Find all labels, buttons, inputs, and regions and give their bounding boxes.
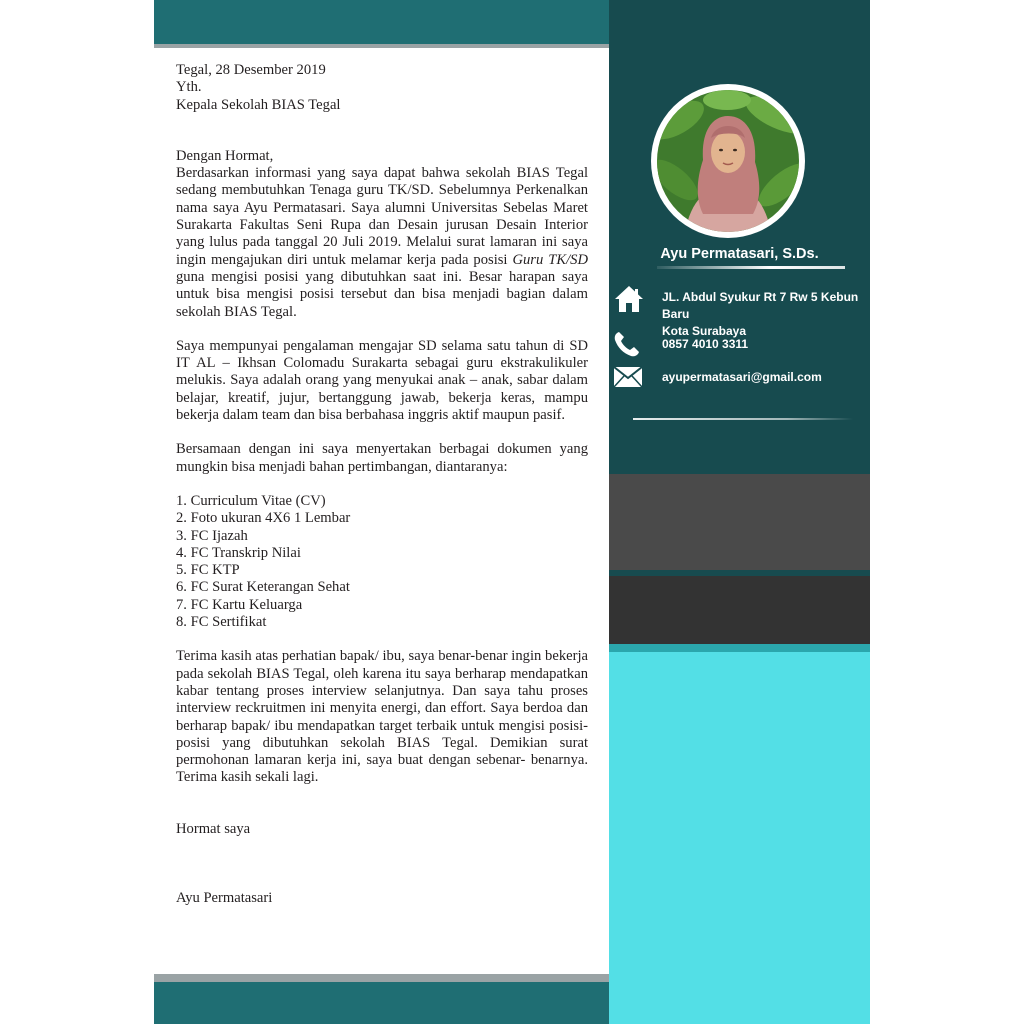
home-icon [613,284,645,314]
position-applied: Guru TK/SD [512,251,588,268]
profile-name: Ayu Permatasari, S.Ds. [660,246,819,262]
closing-phrase: Hormat saya [176,820,251,837]
attachment-list [176,493,588,631]
avatar [651,84,805,238]
address-line-2: Kota Surabaya [662,324,747,338]
list-item: 2. Foto ukuran 4X6 1 Lembar [176,510,351,527]
letter-body [176,62,588,907]
paragraph-experience: Saya mempunyai pengalaman mengajar SD selama satu tahun di SD IT AL – Ikhsan Colomadu Surakarta sebagai guru ekstrakulikuler melukis. Saya adalah orang yang menyukai anak – anak, sabar dalam belajar, kreatif, jujur, bertanggung jawab, bekerja keras, mampu bekerja dalam team dan bisa berbahasa inggris aktif maupun pasif. [176,337,588,424]
list-item: 5. FC KTP [176,562,240,579]
list-item: 6. FC Surat Keterangan Sehat [176,579,350,596]
list-item: 1. Curriculum Vitae (CV) [176,492,326,509]
list-item: 8. FC Sertifikat [176,614,267,631]
cover-letter-page [154,0,870,1024]
recipient-prefix: Yth. [176,79,202,96]
sidebar-cyan-block [609,652,870,1024]
address-line-1: JL. Abdul Syukur Rt 7 Rw 5 Kebun Baru [662,290,859,321]
sidebar-divider [633,418,853,420]
sidebar-dark-block [609,576,870,644]
sidebar-gray-block [609,474,870,570]
intro-text-a: Berdasarkan informasi yang saya dapat bahwa sekolah BIAS Tegal sedang membutuhkan Tenaga guru TK/SD. Sebelumnya Perkenalkan nama saya Ayu Permatasari. Saya alumni Universitas Sebelas Maret Surakarta Fakultas Seni Rupa dan Desain jurusan Desain Interior yang lulus pada tanggal 20 Juli 2019. Melalui surat lamaran ini saya ingin mengajukan diri untuk melamar kerja pada posisi [176,165,588,268]
paragraph-attachments-intro: Bersamaan dengan ini saya menyertakan berbagai dokumen yang mungkin bisa menjadi bahan pertimbangan, diantaranya: [176,441,588,475]
top-teal-band [154,0,609,44]
list-item: 7. FC Kartu Keluarga [176,596,303,613]
place-date: Tegal, 28 Desember 2019 [176,62,326,78]
salutation: Dengan Hormat, [176,147,274,164]
bottom-teal-band [154,982,609,1024]
bottom-band-shadow [154,974,609,982]
signer-name: Ayu Permatasari [176,889,273,906]
list-item: 4. FC Transkrip Nilai [176,544,301,561]
phone-icon [613,330,641,358]
profile-photo [657,90,799,232]
profile-sidebar [609,0,870,1024]
intro-text-b: guna mengisi posisi yang dibutuhkan saat ini. Besar harapan saya untuk bisa mengisi posisi tersebut dan bisa menjadi bagian dalam sekolah BIAS Tegal. [176,268,588,320]
address [662,289,870,340]
paragraph-closing: Terima kasih atas perhatian bapak/ ibu, saya benar-benar ingin bekerja pada sekolah BIAS Tegal, oleh karena itu saya berharap mendapatkan kabar tentang proses interview selanjutnya. Dan saya tahu proses interview reckruitmen ini menyita energi, dan effort. Saya berdoa dan berharap bapak/ ibu mendapatkan target terbaik untuk mengisi posisi-posisi yang dibutuhkan sekolah BIAS Tegal. Demikian surat permohonan lamaran kerja ini, saya buat dengan sebenar- benarnya. Terima kasih sekali lagi. [176,648,588,786]
sidebar-cyan-shadow [609,644,870,652]
name-underline [657,266,845,269]
envelope-icon [613,366,643,388]
phone-number: 0857 4010 3311 [662,337,749,351]
recipient: Kepala Sekolah BIAS Tegal [176,96,341,113]
top-band-shadow [154,44,609,48]
list-item: 3. FC Ijazah [176,527,248,544]
email-address: ayupermatasari@gmail.com [662,370,822,384]
profile-photo-illustration [657,90,799,232]
paragraph-introduction [176,165,588,321]
